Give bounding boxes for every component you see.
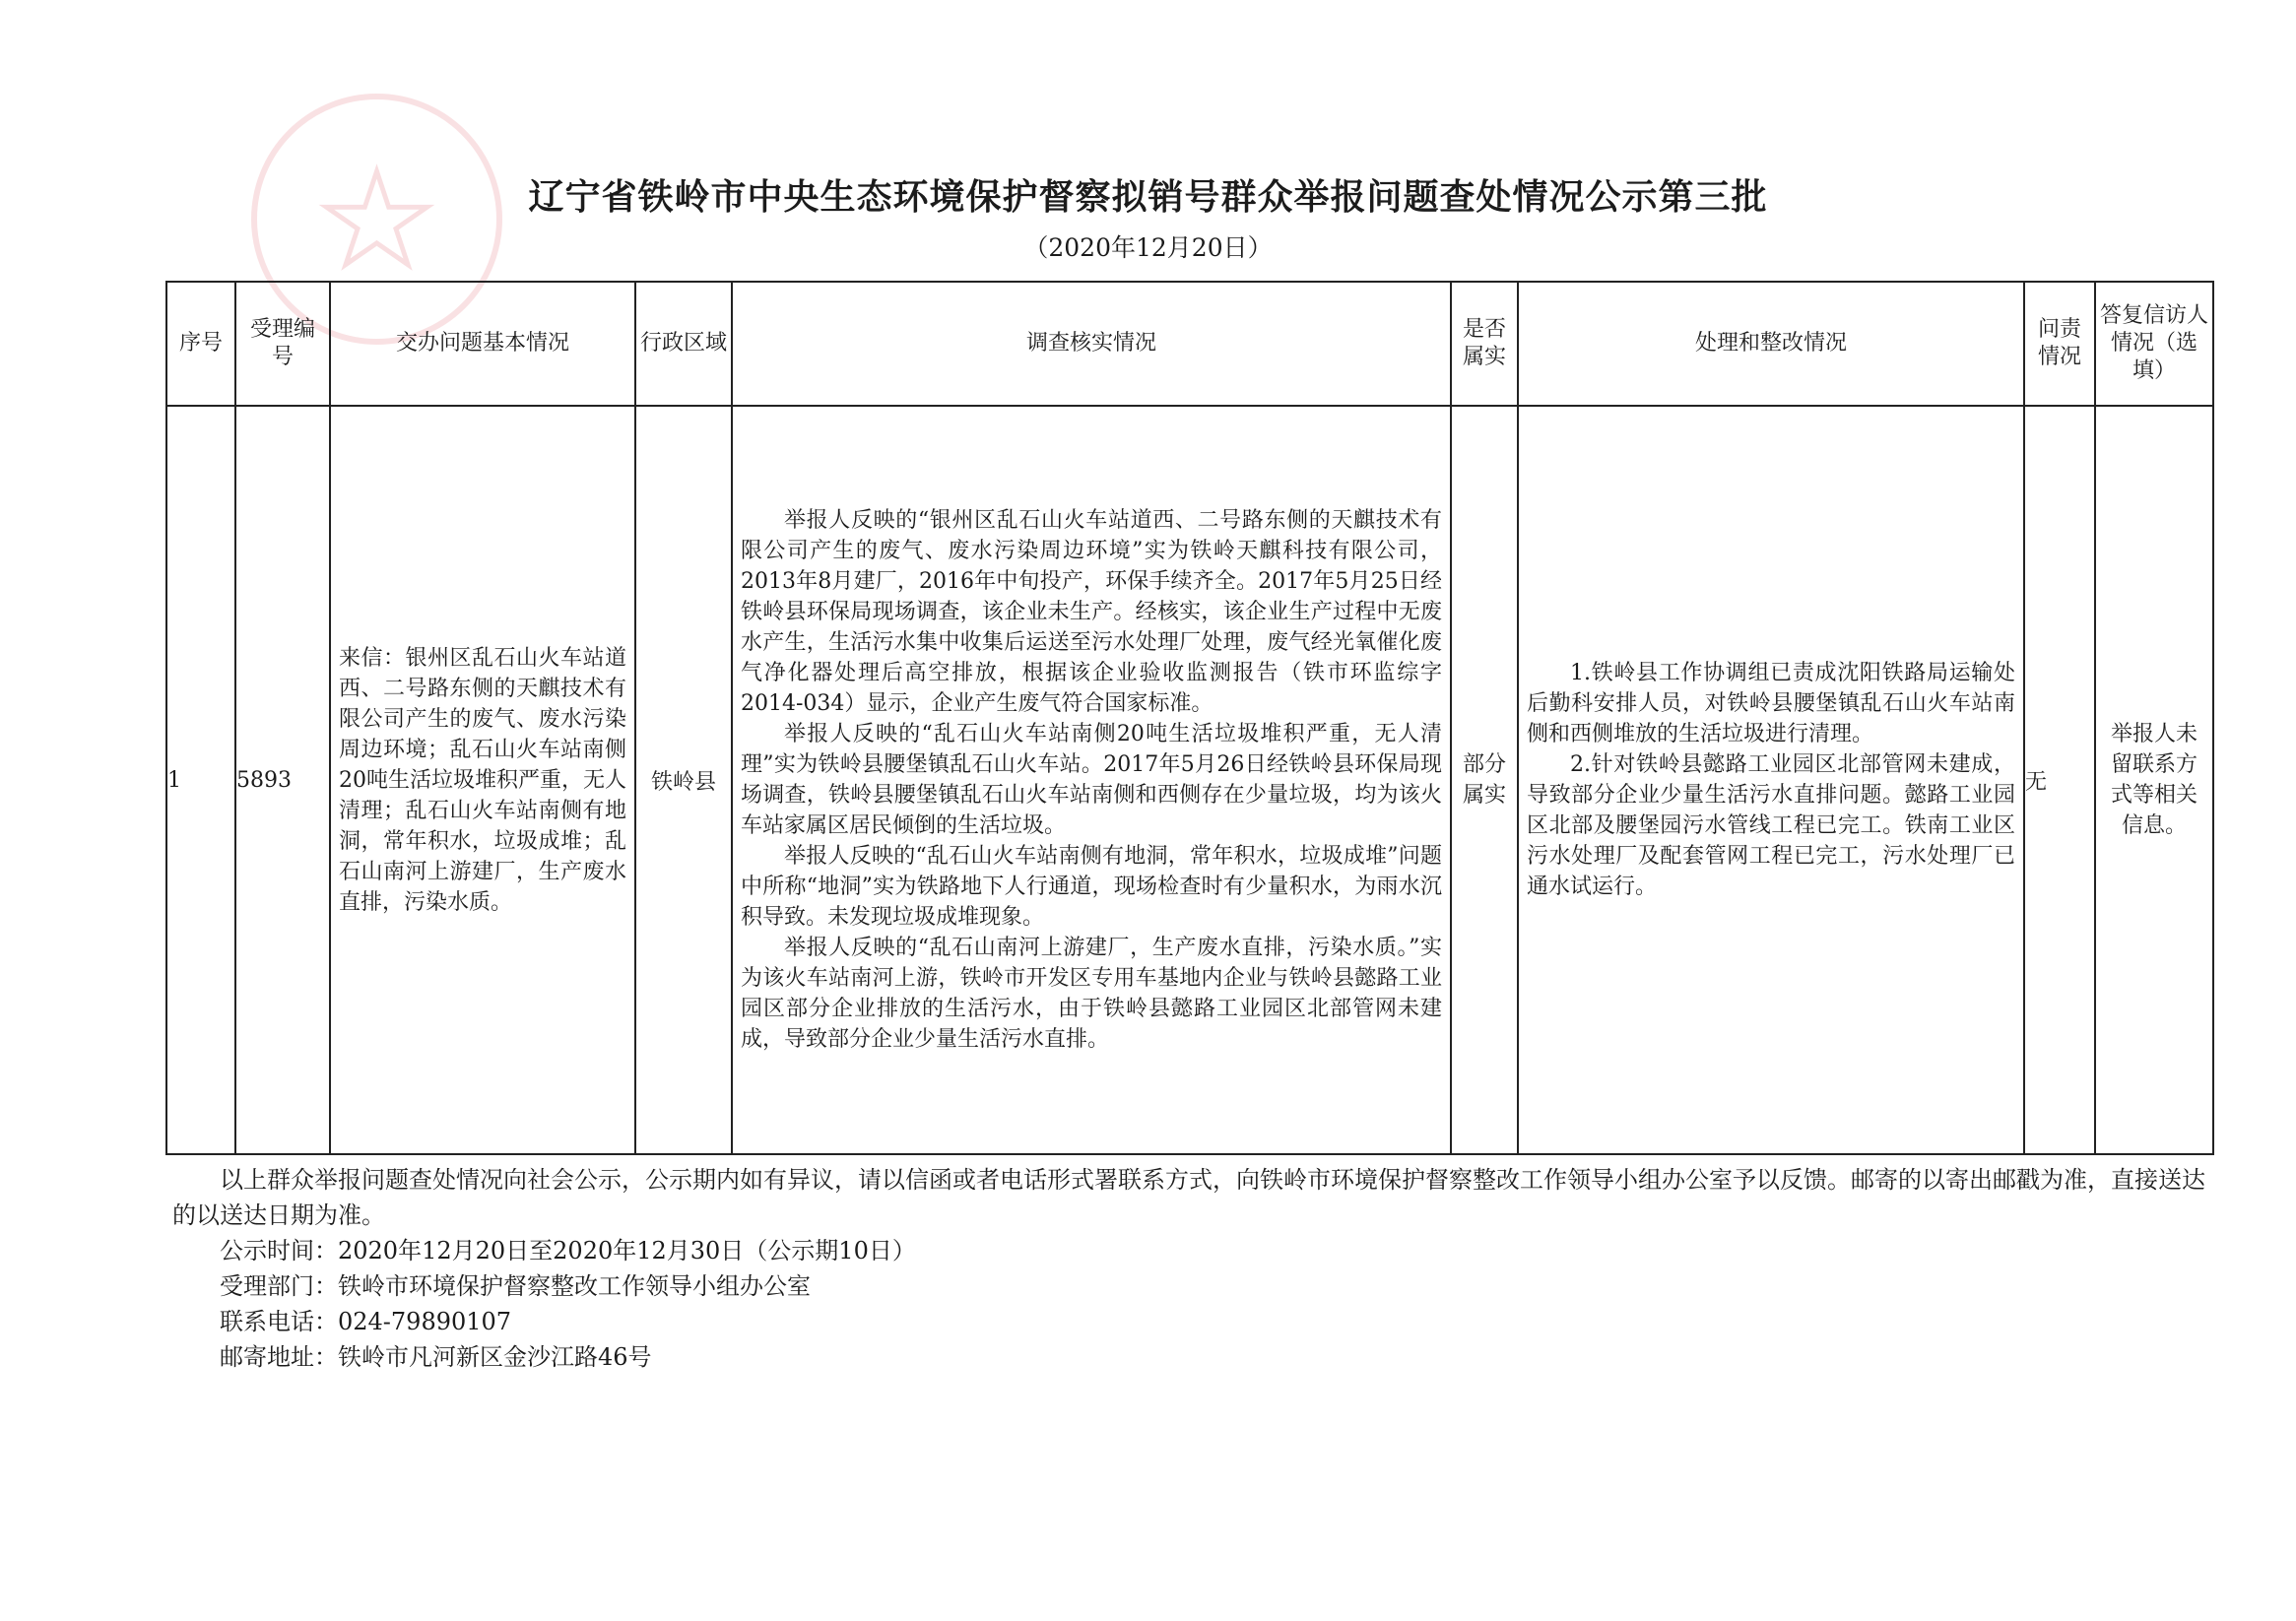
investigation-paragraph: 举报人反映的“乱石山火车站南侧20吨生活垃圾堆积严重，无人清理”实为铁岭县腰堡镇乱石山火车站。2017年5月26日经铁岭县环保局现场调查，铁岭县腰堡镇乱石山火车站南侧和西侧存在少量垃圾，均为该火车站家属区居民倾倒的生活垃圾。: [741, 722, 1442, 838]
cell-investigation: [732, 406, 1451, 1154]
notice-period: 公示时间：2020年12月20日至2020年12月30日（公示期10日）: [220, 1237, 916, 1264]
cell-issue: [330, 406, 635, 1154]
notice-department: 受理部门：铁岭市环境保护督察整改工作领导小组办公室: [220, 1272, 811, 1300]
reply-text: 举报人未留联系方式等相关信息。: [2110, 722, 2198, 838]
verified-text: 部分属实: [1462, 752, 1506, 808]
investigation-paragraph: 举报人反映的“乱石山南河上游建厂，生产废水直排，污染水质。”实为该火车站南河上游，铁岭市开发区专用车基地内企业与铁岭县懿路工业园区部分企业排放的生活污水，由于铁岭县懿路工业园区北部管网未建成，导致部分企业少量生活污水直排。: [741, 936, 1442, 1052]
investigation-text: [733, 505, 1450, 1055]
report-table: [165, 281, 2214, 1155]
handling-text: [1519, 658, 2023, 902]
document-date: （2020年12月20日）: [1023, 233, 1273, 262]
investigation-paragraph: 举报人反映的“银州区乱石山火车站道西、二号路东侧的天麒技术有限公司产生的废气、废水污染周边环境”实为铁岭天麒科技有限公司，2013年8月建厂，2016年中旬投产，环保手续齐全。2017年5月25日经铁岭县环保局现场调查，该企业未生产。经核实，该企业生产过程中无废水产生，生活污水集中收集后运送至污水处理厂处理，废气经光氧催化废气净化器处理后高空排放，根据该企业验收监测报告（铁市环监综字2014-034）显示，企业产生废气符合国家标准。: [741, 508, 1442, 716]
notice-address: 邮寄地址：铁岭市凡河新区金沙江路46号: [220, 1343, 652, 1371]
header-row: [166, 282, 2213, 406]
handling-paragraph: 2.针对铁岭县懿路工业园区北部管网未建成，导致部分企业少量生活污水直排问题。懿路工业园区北部及腰堡园污水管线工程已完工。铁南工业区污水处理厂及配套管网工程已完工，污水处理厂已通水试运行。: [1527, 752, 2015, 899]
cell-reply: [2095, 406, 2213, 1154]
table-row: [166, 406, 2213, 1154]
header-region: 行政区域: [635, 282, 732, 406]
cell-accept-no: 5893: [235, 406, 330, 1154]
header-seq: 序号: [166, 282, 235, 406]
issue-text: 来信：银州区乱石山火车站道西、二号路东侧的天麒技术有限公司产生的废气、废水污染周边环境；乱石山火车站南侧20吨生活垃圾堆积严重，无人清理；乱石山火车站南侧有地洞，常年积水，垃圾成堆；乱石山南河上游建厂，生产废水直排，污染水质。: [339, 645, 626, 915]
header-verified: 是否属实: [1451, 282, 1518, 406]
notice-phone: 联系电话：024-79890107: [220, 1308, 512, 1335]
header-investigation: 调查核实情况: [732, 282, 1451, 406]
cell-verified: [1451, 406, 1518, 1154]
notice-footer: [172, 1162, 2211, 1375]
header-issue: 交办问题基本情况: [330, 282, 635, 406]
header-accept-no: 受理编号: [235, 282, 330, 406]
investigation-paragraph: 举报人反映的“乱石山火车站南侧有地洞，常年积水，垃圾成堆”问题中所称“地洞”实为铁路地下人行通道，现场检查时有少量积水，为雨水沉积导致。未发现垃圾成堆现象。: [741, 844, 1442, 930]
cell-seq: 1: [166, 406, 235, 1154]
notice-statement: 以上群众举报问题查处情况向社会公示，公示期内如有异议，请以信函或者电话形式署联系方式，向铁岭市环境保护督察整改工作领导小组办公室予以反馈。邮寄的以寄出邮戳为准，直接送达的以送达日期为准。: [172, 1166, 2205, 1229]
header-handling: 处理和整改情况: [1518, 282, 2024, 406]
cell-accountability: 无: [2024, 406, 2095, 1154]
cell-region: 铁岭县: [635, 406, 732, 1154]
document-title: 辽宁省铁岭市中央生态环境保护督察拟销号群众举报问题查处情况公示第三批: [528, 176, 1768, 218]
header-reply: 答复信访人情况（选填）: [2095, 282, 2213, 406]
header-accountability: 问责情况: [2024, 282, 2095, 406]
handling-paragraph: 1.铁岭县工作协调组已责成沈阳铁路局运输处后勤科安排人员，对铁岭县腰堡镇乱石山火车站南侧和西侧堆放的生活垃圾进行清理。: [1527, 661, 2015, 746]
cell-handling: [1518, 406, 2024, 1154]
